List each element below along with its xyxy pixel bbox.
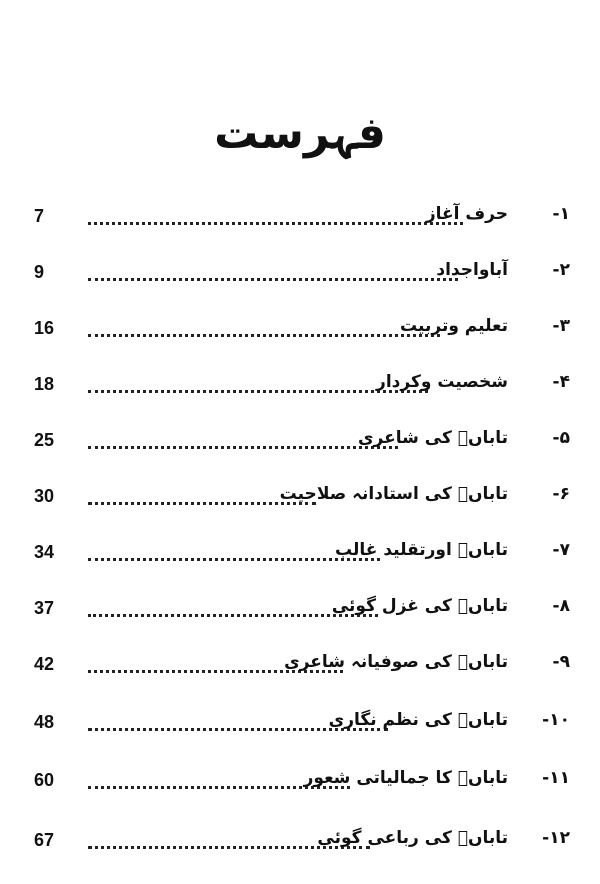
dot-leader [88,278,458,281]
entry-title: تاباںؔ کا جمالیاتی شعور [303,768,508,788]
toc-entry[interactable] [30,256,570,288]
page-number: 67 [34,830,55,850]
entry-number: ۶- [552,484,570,504]
entry-number: ۴- [552,372,570,392]
toc-entry[interactable] [30,592,570,624]
page-number: 16 [34,318,55,338]
entry-number: ۱۰- [542,710,570,730]
entry-number: ۷- [552,540,570,560]
entry-title: آباواجداد [436,260,508,280]
toc-entry[interactable] [30,424,570,456]
toc-entry[interactable] [30,312,570,344]
entry-number: ۹- [552,652,570,672]
entry-number: ۲- [552,260,570,280]
entry-title: تاباںؔ کی غزل گوئی [331,596,508,616]
entry-number: ۳- [552,316,570,336]
page-number: 34 [34,542,55,562]
page-number: 42 [34,654,55,674]
dot-leader [88,446,398,449]
page-title: فہرست [214,108,386,159]
toc-entry[interactable] [30,200,570,232]
entry-number: ۵- [552,428,570,448]
entry-title: تاباںؔ اورتقلید غالب [335,540,508,560]
entry-title: تعلیم وتربیت [400,316,508,336]
entry-title: تاباںؔ کی نظم نگاری [328,710,508,730]
toc-entry[interactable] [30,648,570,680]
entry-title: تاباںؔ کی استادانہ صلاحیت [279,484,508,504]
toc-entry[interactable] [30,480,570,512]
page-number: 37 [34,598,55,618]
entry-title: تاباںؔ کی صوفیانہ شاعری [284,652,508,672]
entry-number: ۱۱- [542,768,570,788]
toc-entry[interactable] [30,368,570,400]
page-number: 48 [34,712,55,732]
entry-title: حرف آغاز [425,204,508,224]
page-number: 30 [34,486,55,506]
toc-entry[interactable] [30,824,570,856]
page-number: 25 [34,430,55,450]
page-number: 7 [34,206,45,226]
toc-entry[interactable] [30,536,570,568]
entry-number: ۱- [552,204,570,224]
page-number: 18 [34,374,55,394]
entry-title: شخصیت وکردار [376,372,508,392]
toc-entry[interactable] [30,706,570,738]
toc-entry[interactable] [30,764,570,796]
entry-title: تاباںؔ کی شاعری [357,428,508,448]
dot-leader [88,334,440,337]
entry-number: ۱۲- [542,828,570,848]
entry-number: ۸- [552,596,570,616]
entry-title: تاباںؔ کی رباعی گوئی [317,828,508,848]
dot-leader [88,222,463,225]
page-number: 9 [34,262,45,282]
page-number: 60 [34,770,55,790]
